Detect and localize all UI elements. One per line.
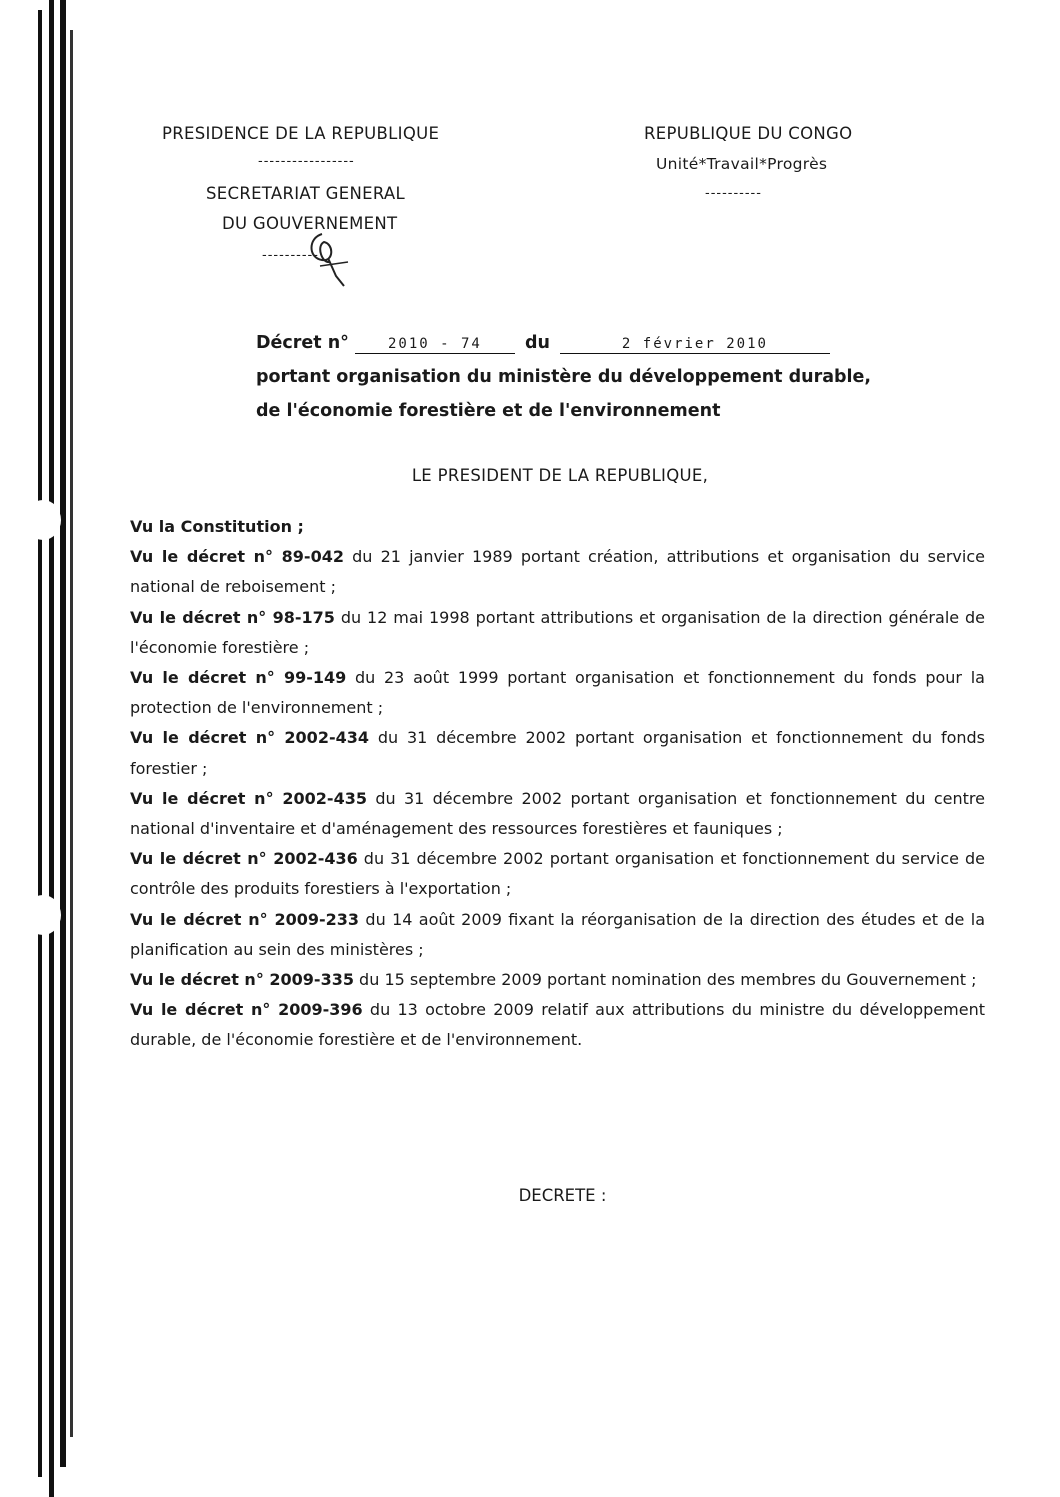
- binding-strip: [0, 0, 90, 1497]
- header-separator: ----------: [262, 248, 319, 263]
- header-separator: ----------: [705, 186, 762, 201]
- visa-item: Vu le décret n° 2002-434 du 31 décembre 2002 portant organisation et fonctionnement du fonds forestier ;: [130, 728, 985, 778]
- visa-item: Vu le décret n° 2009-396 du 13 octobre 2009 relatif aux attributions du ministre du développement durable, de l'économie forestière et de l'environnement.: [130, 1000, 985, 1050]
- binding-line: [70, 30, 73, 1437]
- visa-item: Vu le décret n° 98-175 du 12 mai 1998 portant attributions et organisation de la direction générale de l'économie forestière ;: [130, 607, 986, 657]
- decree-label: Décret n°: [256, 333, 349, 353]
- handwritten-initials: [300, 224, 380, 294]
- visa-item: Vu le décret n° 2009-233 du 14 août 2009 fixant la réorganisation de la direction des études et de la planification au sein des ministères ;: [130, 909, 986, 959]
- decree-du: du: [524, 333, 550, 353]
- header-separator: -----------------: [258, 154, 355, 169]
- decree-number: 2010 - 74: [355, 335, 515, 354]
- president-heading: LE PRESIDENT DE LA REPUBLIQUE,: [411, 466, 709, 485]
- decree-number-line: [256, 326, 956, 360]
- header-motto: Unité*Travail*Progrès: [656, 155, 828, 173]
- decree-title-block: [256, 326, 956, 428]
- visa-item: Vu le décret n° 89-042 du 21 janvier 1989 portant création, attributions et organisation du service national de reboisement ;: [130, 547, 985, 597]
- binding-line: [49, 0, 54, 1497]
- header-gouvernement: DU GOUVERNEMENT: [222, 214, 398, 233]
- visa-item: Vu le décret n° 2009-335 du 15 septembre 2009 portant nomination des membres du Gouvernement ;: [130, 970, 977, 990]
- decree-title-line: de l'économie forestière et de l'environnement: [256, 401, 721, 421]
- header-presidence: PRESIDENCE DE LA REPUBLIQUE: [162, 124, 440, 143]
- visas-list: [130, 512, 985, 1056]
- visa-item: Vu le décret n° 99-149 du 23 août 1999 portant organisation et fonctionnement du fonds pour la protection de l'environnement ;: [130, 668, 985, 718]
- visa-item: Vu le décret n° 2002-436 du 31 décembre 2002 portant organisation et fonctionnement du service de contrôle des produits forestiers à l'exportation ;: [130, 849, 985, 899]
- binding-line: [38, 10, 42, 1477]
- binding-line: [60, 0, 66, 1467]
- decree-title-line: portant organisation du ministère du développement durable,: [256, 367, 872, 387]
- punch-hole: [25, 500, 61, 540]
- punch-hole: [25, 895, 61, 935]
- decrete-heading: DECRETE :: [518, 1186, 607, 1205]
- visa-item: Vu le décret n° 2002-435 du 31 décembre 2002 portant organisation et fonctionnement du centre national d'inventaire et d'aménagement des ressources forestières et fauniques ;: [130, 788, 986, 839]
- decree-date: 2 février 2010: [560, 335, 830, 354]
- header-republique: REPUBLIQUE DU CONGO: [644, 124, 853, 143]
- visa-item: Vu la Constitution ;: [130, 517, 304, 536]
- header-secretariat: SECRETARIAT GENERAL: [206, 184, 406, 203]
